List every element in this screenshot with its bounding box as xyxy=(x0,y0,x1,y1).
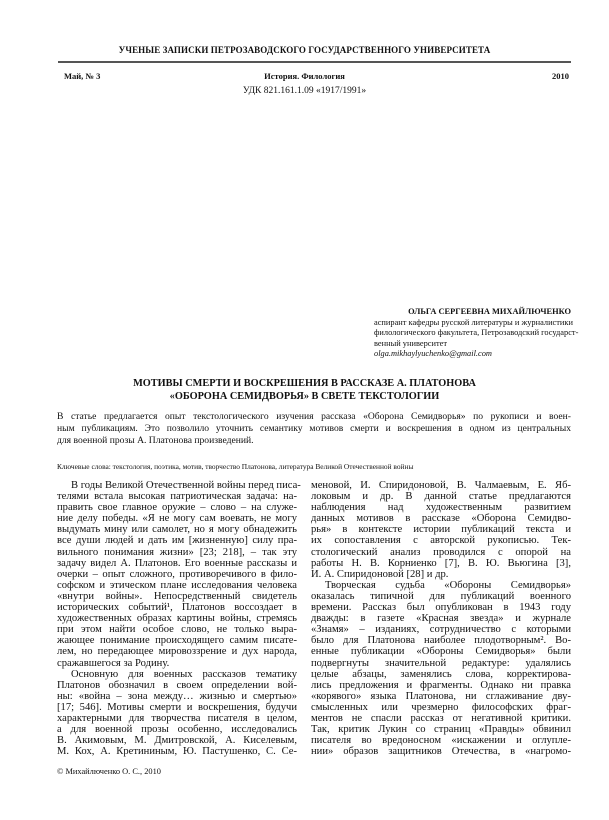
body-line: а для военной прозы особенно, исследовались xyxy=(57,724,297,736)
body-line: ментов не спасли рассказ от негативной критики. xyxy=(311,712,571,724)
body-line: рья» в контексте истории публикаций текста и xyxy=(311,524,571,536)
body-line: очерки – опыт сложного, противоречивого в фило- xyxy=(57,568,297,580)
body-line: все души людей и дать им [жизненную] силу пра- xyxy=(57,535,297,547)
author-name: ОЛЬГА СЕРГЕЕВНА МИХАЙЛЮЧЕНКО xyxy=(408,307,571,316)
body-line: наблюдения над художественным развитием xyxy=(311,502,571,514)
body-line: смысленных или чрезмерно философских фраг- xyxy=(311,701,571,713)
body-line: «корявого» языка Платонова, ни сглаживание дву- xyxy=(311,690,571,702)
body-line: лем, но передающее мировоззрение и дух народа, xyxy=(57,646,297,658)
body-line: жающее понимание происходящего самим писате- xyxy=(57,635,297,647)
body-line: Основную для военных рассказов тематику xyxy=(71,668,297,680)
body-line: писателя во вредоносном «искажении и оглупле- xyxy=(311,735,571,747)
body-line: «Знамя» – изданиях, сотрудничество с которыми xyxy=(311,624,571,636)
body-line: меновой, И. Спиридоновой, В. Чалмаевым, Е. Яб- xyxy=(311,480,571,491)
body-line: И. А. Спиридоновой [28] и др. xyxy=(311,568,449,580)
body-line: задачу видел А. Платонов. Его военные рассказы и xyxy=(57,557,297,569)
body-line: времени. Рассказ был опубликован в 1943 году xyxy=(311,602,571,614)
body-line: «внутри войны». Непосредственный свидетель xyxy=(57,590,297,602)
body-line: В. Акимовым, М. Дмитровской, А. Киселевым, xyxy=(57,735,297,747)
body-line: характерными для творчества писателя в целом, xyxy=(57,712,297,724)
issue-year: 2010 xyxy=(552,71,569,81)
abstract-line: В статье предлагается опыт текстологического изучения рассказа «Оборона Семидворья» по рукописи и воен- xyxy=(57,411,571,422)
affiliation-line: филологического факультета, Петрозаводский государст- xyxy=(374,328,579,338)
body-line: сражавшегося за Родину. xyxy=(57,657,170,669)
body-line: их сопоставления с авторской рукописью. Тек- xyxy=(311,535,571,547)
body-line: было для Платонова наиболее плодотворным². Во- xyxy=(311,635,571,647)
body-line: художественных образах картины войны, стремясь xyxy=(57,613,297,625)
body-line: В годы Великой Отечественной войны перед писа- xyxy=(71,480,301,491)
body-line: работы Н. В. Корниенко [7], В. Ю. Вьюгина [3], xyxy=(311,557,571,569)
body-line: лись предложения и фрагменты. Однако ни правка xyxy=(311,679,571,691)
abstract xyxy=(57,411,571,448)
body-line: ние делу победы. «Я не могу сам воевать, не могу xyxy=(57,513,297,525)
body-line: локовым и др. В данной статье предлагаются xyxy=(311,491,571,503)
body-line: Платонов обозначил в своем определении вой- xyxy=(57,679,297,691)
affiliation-line: аспирант кафедры русской литературы и журналистики xyxy=(374,317,573,327)
body-line: при этом найти особое слово, не только выра- xyxy=(57,624,297,636)
body-line: стологический анализ проводился с опорой на xyxy=(311,546,571,558)
affiliation-line: венный университет xyxy=(374,338,447,348)
title-line: «ОБОРОНА СЕМИДВОРЬЯ» В СВЕТЕ ТЕКСТОЛОГИИ xyxy=(169,391,440,402)
keywords: Ключевые слова: текстология, поэтика, мотив, творчество Платонова, литература Великой Отечественной войны xyxy=(57,462,414,471)
body-line: править свое главное оружие – слово – на служе- xyxy=(57,502,297,514)
body-line: ны: «война – зона между… жизнью и смертью» xyxy=(57,690,297,702)
author-email[interactable]: olga.mikhaylyuchenko@gmail.com xyxy=(374,349,492,359)
body-line: данных мотивов в рассказе «Оборона Семидво- xyxy=(311,513,571,525)
body-line: нии» образов защитников Отечества, в «нагромо- xyxy=(311,746,571,758)
copyright: © Михайлюченко О. С., 2010 xyxy=(57,767,161,776)
article-title xyxy=(0,377,609,403)
body-column-right xyxy=(311,480,571,757)
header-rule xyxy=(58,61,571,63)
body-line: дважды: в газете «Красная звезда» и журнале xyxy=(311,613,571,625)
author-block xyxy=(374,307,579,360)
body-line: енные публикации «Обороны Семидворья» были xyxy=(311,646,571,658)
journal-section: История. Филология xyxy=(264,71,345,81)
body-line: Так, критик Лукин со страниц «Правды» обвинил xyxy=(311,724,571,736)
body-line: софском и этическом плане исследования человека xyxy=(57,579,297,591)
udk-code: УДК 821.161.1.09 «1917/1991» xyxy=(242,86,367,96)
journal-title: УЧЕНЫЕ ЗАПИСКИ ПЕТРОЗАВОДСКОГО ГОСУДАРСТВЕННОГО УНИВЕРСИТЕТА xyxy=(118,45,491,55)
body-line: исторических событий¹, Платонов воссоздает в xyxy=(57,602,297,614)
body-line: оказалась типичной для публикаций военного xyxy=(311,590,571,602)
body-line: М. Кох, А. Кретининым, Ю. Пастушенко, С. Се- xyxy=(57,746,297,758)
body-line: выдумать мину или самолет, но я могу обнадежить xyxy=(57,524,297,536)
body-line: Творческая судьба «Обороны Семидворья» xyxy=(325,579,571,591)
body-line: целые абзацы, заменялись слова, корректирова- xyxy=(311,668,571,680)
body-line: подвергнуты значительной редактуре: удалялись xyxy=(311,657,571,669)
issue-number: Май, № 3 xyxy=(64,71,101,81)
body-line: [17; 546]. Мотивы смерти и воскрешения, будучи xyxy=(57,701,297,713)
body-line: вильного понимания жизни» [23; 218], – так эту xyxy=(57,546,297,558)
body-line: телями встала высокая патриотическая задача: на- xyxy=(57,491,297,503)
abstract-line: ным публикациям. Это позволило уточнить семантику мотивов смерти и воскрешения в одном из центральных xyxy=(57,423,571,435)
title-line: МОТИВЫ СМЕРТИ И ВОСКРЕШЕНИЯ В РАССКАЗЕ А. ПЛАТОНОВА xyxy=(133,378,476,389)
body-column-left xyxy=(57,480,301,758)
abstract-line: для военной прозы А. Платонова произведений. xyxy=(57,435,254,447)
